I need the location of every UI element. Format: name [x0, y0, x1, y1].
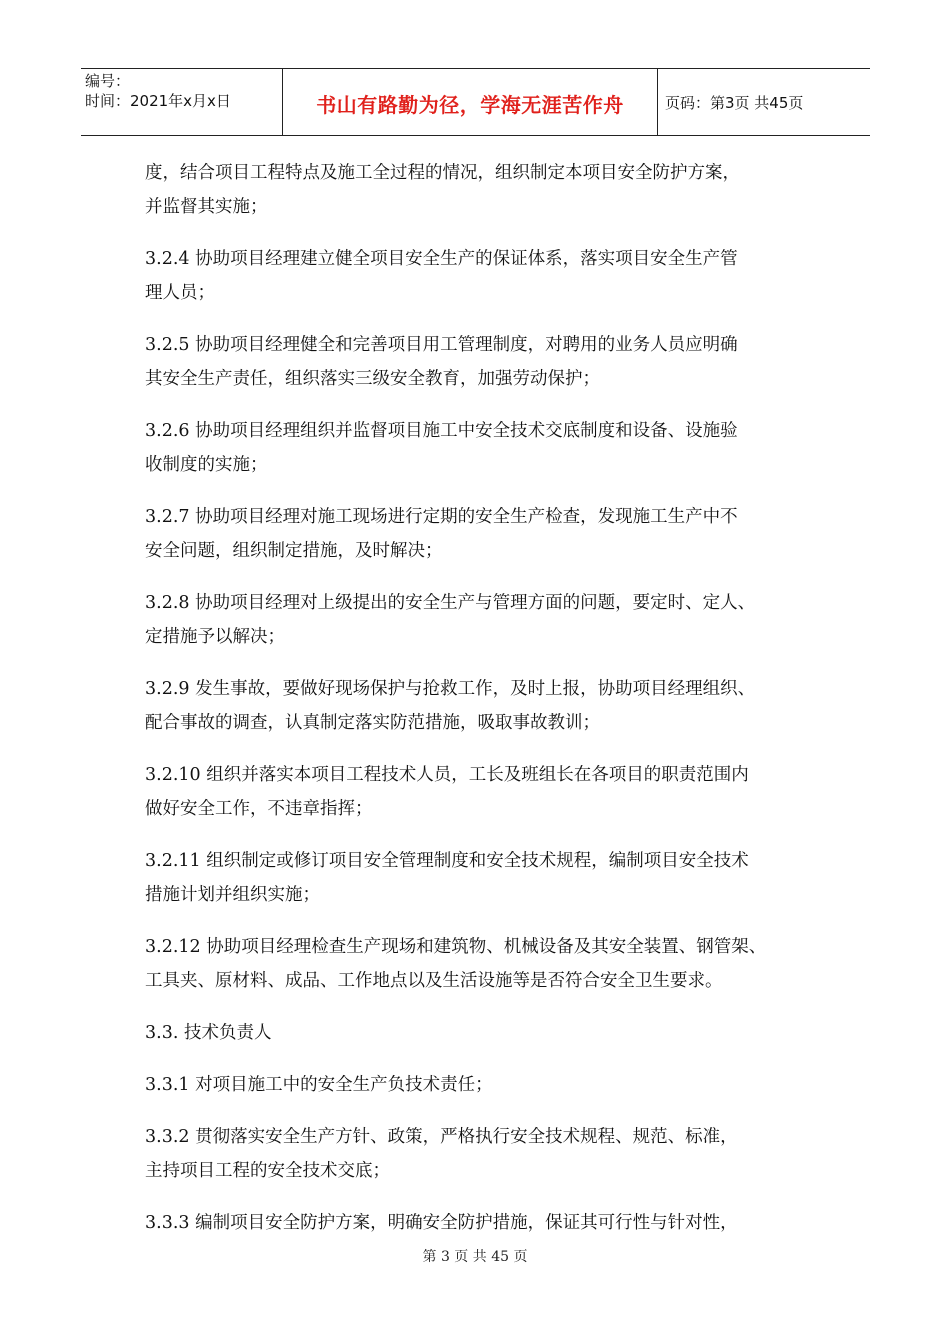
serial-label: 编号：	[85, 72, 131, 90]
paragraph-line: 3.2.12 协助项目经理检查生产现场和建筑物、机械设备及其安全装置、钢管架、	[145, 937, 767, 957]
motto-text: 书山有路勤为径，学海无涯苦作舟	[316, 92, 624, 117]
document-body	[145, 156, 815, 1258]
paragraph	[145, 414, 815, 482]
paragraph-line: 3.2.7 协助项目经理对施工现场进行定期的安全生产检查，发现施工生产中不	[145, 507, 738, 527]
paragraph-line: 3.3.2 贯彻落实安全生产方针、政策，严格执行安全技术规程、规范、标准，	[145, 1127, 738, 1147]
paragraph-line: 主持项目工程的安全技术交底；	[145, 1161, 390, 1181]
paragraph-line: 3.2.6 协助项目经理组织并监督项目施工中安全技术交底制度和设备、设施验	[145, 421, 738, 441]
document-header	[81, 68, 870, 136]
paragraph	[145, 156, 815, 224]
paragraph	[145, 1206, 815, 1240]
paragraph-line: 配合事故的调查，认真制定落实防范措施，吸取事故教训；	[145, 713, 600, 733]
paragraph	[145, 930, 815, 998]
page-info: 页码：第3页 共45页	[665, 93, 804, 112]
paragraph-line: 3.3.1 对项目施工中的安全生产负技术责任；	[145, 1075, 493, 1095]
paragraph-line: 度，结合项目工程特点及施工全过程的情况，组织制定本项目安全防护方案，	[145, 163, 740, 183]
paragraph-line: 3.2.4 协助项目经理建立健全项目安全生产的保证体系，落实项目安全生产管	[145, 249, 738, 269]
paragraph-line: 措施计划并组织实施；	[145, 885, 320, 905]
paragraph-line: 定措施予以解决；	[145, 627, 285, 647]
paragraph-line: 3.2.5 协助项目经理健全和完善项目用工管理制度，对聘用的业务人员应明确	[145, 335, 738, 355]
paragraph	[145, 500, 815, 568]
paragraph-line: 3.3.3 编制项目安全防护方案，明确安全防护措施，保证其可行性与针对性，	[145, 1213, 738, 1233]
paragraph-line: 收制度的实施；	[145, 455, 268, 475]
paragraph-line: 3.3. 技术负责人	[145, 1023, 272, 1043]
paragraph-line: 其安全生产责任，组织落实三级安全教育，加强劳动保护；	[145, 369, 600, 389]
time-label: 时间：2021年x月x日	[85, 92, 231, 110]
paragraph-line: 3.2.8 协助项目经理对上级提出的安全生产与管理方面的问题，要定时、定人、	[145, 593, 756, 613]
paragraph-line: 工具夹、原材料、成品、工作地点以及生活设施等是否符合安全卫生要求。	[145, 971, 723, 991]
paragraph-line: 理人员；	[145, 283, 215, 303]
header-meta	[81, 69, 282, 135]
paragraph	[145, 844, 815, 912]
paragraph	[145, 1120, 815, 1188]
paragraph-line: 3.2.11 组织制定或修订项目安全管理制度和安全技术规程，编制项目安全技术	[145, 851, 749, 871]
footer-page-number: 第 3 页 共 45 页	[422, 1249, 528, 1265]
page-footer	[0, 1246, 950, 1266]
paragraph-line: 并监督其实施；	[145, 197, 268, 217]
paragraph	[145, 1068, 815, 1102]
paragraph	[145, 242, 815, 310]
paragraph-line: 3.2.10 组织并落实本项目工程技术人员，工长及班组长在各项目的职责范围内	[145, 765, 749, 785]
header-page-info-cell	[658, 69, 870, 135]
paragraph	[145, 758, 815, 826]
paragraph-line: 3.2.9 发生事故，要做好现场保护与抢救工作，及时上报，协助项目经理组织、	[145, 679, 756, 699]
paragraph	[145, 328, 815, 396]
paragraph-line: 做好安全工作，不违章指挥；	[145, 799, 373, 819]
section-heading	[145, 1016, 815, 1050]
paragraph	[145, 586, 815, 654]
paragraph	[145, 672, 815, 740]
paragraph-line: 安全问题，组织制定措施，及时解决；	[145, 541, 443, 561]
header-motto-cell	[282, 69, 658, 135]
